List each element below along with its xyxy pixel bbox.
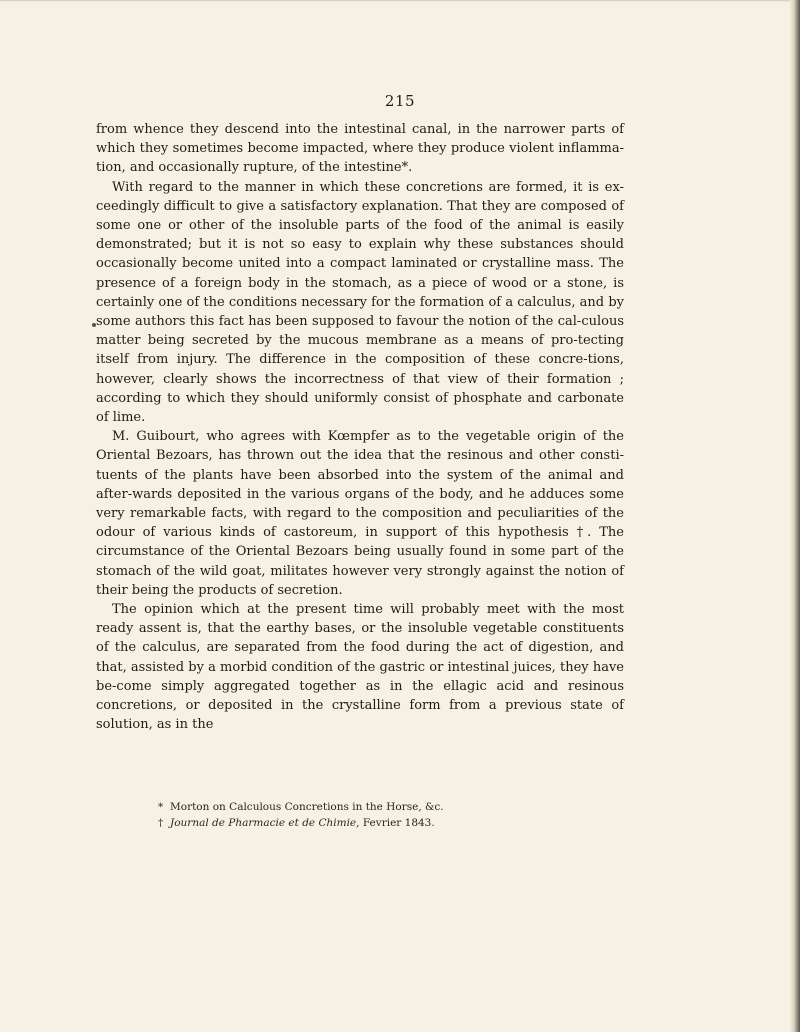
paragraph-guibourt: M. Guibourt, who agrees with Kœmpfer as to the vegetable origin of the Oriental Bezoars, has thrown out the idea that the resinous and other consti-tuents of the plants have been absorbed into the system of the animal and after-wards deposited in the various organs of the body, and he adduces some very remarkable facts, with regard to the composition and peculiarities of the odour of various kinds of castoreum, in support of this hypothesis †. The circumstance of the Oriental Bezoars being usually found in some part of the stomach of the wild goat, militates however very strongly against the notion of their being the products of secretion. (96, 429, 624, 598)
paragraph-continuation: from whence they descend into the intestinal canal, in the narrower parts of which they sometimes become impacted, where they produce violent inflamma-tion, and occasionally rupture, of the intestine*. (96, 122, 624, 176)
page-right-edge-shadow (790, 0, 800, 1032)
footnote-journal-title: Journal de Pharmacie et de Chimie (170, 817, 357, 829)
footnote-2 (158, 815, 628, 831)
footnote-mark: † (158, 817, 164, 829)
footnote-text: Morton on Calculous Concretions in the Horse, &c. (170, 801, 444, 813)
page-number: 215 (384, 92, 416, 110)
margin-speck (92, 323, 96, 327)
paragraph-opinion: The opinion which at the present time will probably meet with the most ready assent is, that the earthy bases, or the insoluble vegetable constituents of the calculus, are separated from the food during the act of digestion, and that, assisted by a morbid condition of the gastric or intestinal juices, they have be-come simply aggregated together as in the ellagic acid and resinous concretions, or deposited in the crystalline form from a previous state of solution, as in the (96, 602, 624, 733)
paragraph-formation: With regard to the manner in which these concretions are formed, it is ex-ceedingly difficult to give a satisfactory explanation. That they are composed of some one or other of the insoluble parts of the food of the animal is easily demonstrated; but it is not so easy to explain why these substances should occasionally become united into a compact laminated or crystalline mass. The presence of a foreign body in the stomach, as a piece of wood or a stone, is certainly one of the conditions necessary for the formation of a calculus, and by some authors this fact has been supposed to favour the notion of the cal-culous matter being secreted by the mucous membrane as a means of pro-tecting itself from injury. The difference in the composition of these concre-tions, however, clearly shows the incorrectness of that view of their formation ; according to which they should uniformly consist of phosphate and carbonate of lime. (96, 179, 624, 426)
footnotes (158, 799, 628, 831)
footnote-text: , Fevrier 1843. (356, 817, 435, 829)
footnote-1 (158, 799, 628, 815)
footnote-mark: * (158, 801, 164, 813)
body-text (96, 120, 624, 735)
page-top-edge (0, 0, 800, 2)
